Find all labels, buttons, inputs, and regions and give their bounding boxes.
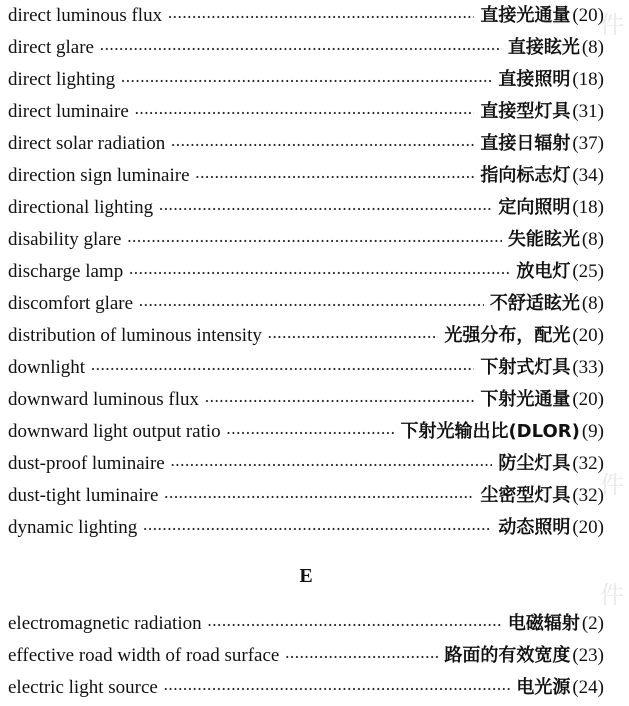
- entry-term-zh: 直接光通量: [480, 5, 571, 26]
- entry-page-number: (8): [581, 229, 604, 250]
- entry-term-en: direct luminous flux: [8, 5, 163, 26]
- entry-page-number: (20): [572, 517, 604, 538]
- entry-term-en: directional lighting: [8, 197, 154, 218]
- index-entry: [8, 256, 604, 288]
- entry-term-zh: 路面的有效宽度: [444, 645, 571, 666]
- dot-leader: [285, 642, 438, 674]
- index-entry: [8, 448, 604, 480]
- entry-term-en: downlight: [8, 357, 86, 378]
- section-d-entries: [8, 0, 604, 544]
- entry-page-number: (25): [572, 261, 604, 282]
- entry-term-zh: 动态照明: [498, 517, 571, 538]
- dot-leader: [139, 290, 484, 322]
- entry-page-number: (20): [572, 325, 604, 346]
- dot-leader: [121, 66, 492, 98]
- entry-term-en: direct glare: [8, 37, 94, 58]
- entry-term-zh: 定向照明: [498, 197, 571, 218]
- dot-leader: [135, 98, 475, 130]
- index-entry: [8, 320, 604, 352]
- entry-term-en: dust-proof luminaire: [8, 453, 165, 474]
- entry-term-zh: 放电灯: [516, 261, 571, 282]
- entry-term-zh: 直接眩光: [507, 37, 580, 58]
- index-entry: [8, 512, 604, 544]
- dot-leader: [159, 194, 492, 226]
- entry-term-zh: 下射光输出比(DLOR): [400, 421, 580, 442]
- entry-term-en: electromagnetic radiation: [8, 613, 202, 634]
- index-entry: [8, 128, 604, 160]
- index-entry: [8, 352, 604, 384]
- entry-page-number: (37): [572, 133, 604, 154]
- dot-leader: [227, 418, 395, 450]
- index-entry: [8, 672, 604, 704]
- entry-term-zh: 防尘灯具: [498, 453, 571, 474]
- entry-term-zh: 不舒适眩光: [489, 293, 580, 314]
- entry-page-number: (18): [572, 197, 604, 218]
- index-entry: [8, 96, 604, 128]
- entry-term-zh: 直接照明: [498, 69, 571, 90]
- index-entry: [8, 288, 604, 320]
- dot-leader: [129, 258, 510, 290]
- entry-term-en: downward luminous flux: [8, 389, 200, 410]
- entry-term-zh: 尘密型灯具: [480, 485, 571, 506]
- entry-term-zh: 电光源: [516, 677, 571, 698]
- entry-term-zh: 下射光通量: [480, 389, 571, 410]
- entry-term-en: disability glare: [8, 229, 122, 250]
- dot-leader: [100, 34, 502, 66]
- entry-term-en: discomfort glare: [8, 293, 134, 314]
- entry-page-number: (33): [572, 357, 604, 378]
- index-entry: [8, 0, 604, 32]
- entry-term-en: direct luminaire: [8, 101, 129, 122]
- entry-page-number: (20): [572, 389, 604, 410]
- entry-term-en: distribution of luminous intensity: [8, 325, 262, 346]
- entry-term-zh: 电磁辐射: [507, 613, 580, 634]
- entry-term-en: direct lighting: [8, 69, 116, 90]
- watermark-glyph: 件: [600, 581, 624, 609]
- index-entry: [8, 640, 604, 672]
- entry-term-zh: 指向标志灯: [480, 165, 571, 186]
- dot-leader: [171, 130, 474, 162]
- entry-term-en: electric light source: [8, 677, 158, 698]
- dot-leader: [143, 514, 492, 546]
- dot-leader: [164, 482, 474, 514]
- dot-leader: [168, 2, 474, 34]
- entry-term-zh: 光强分布，配光: [444, 325, 571, 346]
- entry-term-en: discharge lamp: [8, 261, 124, 282]
- index-entry: [8, 224, 604, 256]
- index-entry: [8, 64, 604, 96]
- entry-term-en: direct solar radiation: [8, 133, 166, 154]
- entry-page-number: (32): [572, 485, 604, 506]
- entry-page-number: (18): [572, 69, 604, 90]
- entry-page-number: (32): [572, 453, 604, 474]
- dot-leader: [127, 226, 501, 258]
- entry-term-en: downward light output ratio: [8, 421, 221, 442]
- entry-term-en: effective road width of road surface: [8, 645, 280, 666]
- section-heading-e: E: [299, 565, 313, 587]
- dot-leader: [208, 610, 502, 642]
- entry-page-number: (23): [572, 645, 604, 666]
- entry-page-number: (9): [581, 421, 604, 442]
- index-entry: [8, 32, 604, 64]
- glossary-index: [8, 0, 604, 704]
- entry-term-zh: 下射式灯具: [480, 357, 571, 378]
- entry-term-en: dust-tight luminaire: [8, 485, 159, 506]
- index-entry: [8, 160, 604, 192]
- dot-leader: [164, 674, 511, 706]
- index-entry: [8, 416, 604, 448]
- dot-leader: [205, 386, 474, 418]
- entry-page-number: (2): [581, 613, 604, 634]
- entry-page-number: (20): [572, 5, 604, 26]
- entry-page-number: (31): [572, 101, 604, 122]
- entry-page-number: (34): [572, 165, 604, 186]
- entry-page-number: (24): [572, 677, 604, 698]
- index-entry: [8, 384, 604, 416]
- dot-leader: [268, 322, 438, 354]
- watermark-glyph: 件: [600, 471, 624, 499]
- entry-page-number: (8): [581, 37, 604, 58]
- entry-page-number: (8): [581, 293, 604, 314]
- dot-leader: [196, 162, 475, 194]
- entry-term-en: direction sign luminaire: [8, 165, 190, 186]
- dot-leader: [171, 450, 493, 482]
- entry-term-zh: 失能眩光: [507, 229, 580, 250]
- section-e-entries: [8, 608, 604, 704]
- index-entry: [8, 608, 604, 640]
- index-entry: [8, 192, 604, 224]
- dot-leader: [91, 354, 474, 386]
- entry-term-zh: 直接日辐射: [480, 133, 571, 154]
- index-entry: [8, 480, 604, 512]
- entry-term-en: dynamic lighting: [8, 517, 138, 538]
- watermark-glyph: 件: [600, 11, 624, 39]
- entry-term-zh: 直接型灯具: [480, 101, 571, 122]
